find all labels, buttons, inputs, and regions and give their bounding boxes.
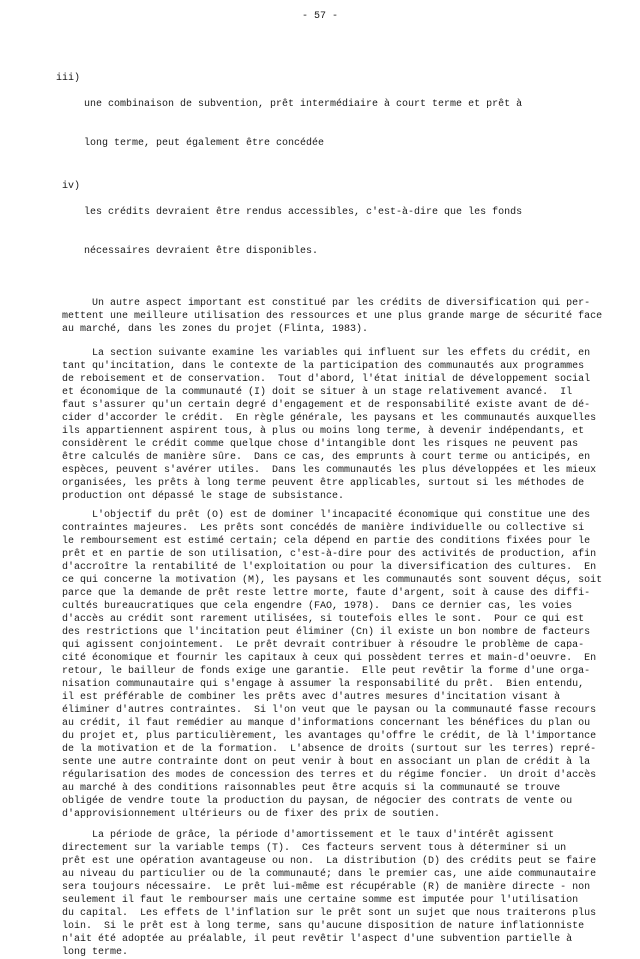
text-line: ce qui concerne la motivation (M), les paysans et les communautés sont souvent déçus, soit [62, 575, 603, 586]
text-line: cité économique et fournir les capitaux à ceux qui possèdent terres et main-d'oeuvre. En [62, 653, 597, 664]
text-line: mettent une meilleure utilisation des ressources et une plus grande marge de sécurité face [62, 311, 603, 322]
text-line: nécessaires devraient être disponibles. [84, 246, 319, 257]
list-item-text [84, 72, 522, 176]
text-line: Un autre aspect important est constitué par les crédits de diversification qui per- [92, 298, 591, 309]
text-line: une combinaison de subvention, prêt intermédiaire à court terme et prêt à [84, 99, 523, 110]
text-line: prêt est une opération avantageuse ou non. La distribution (D) des crédits peut se faire [62, 856, 597, 867]
text-line: de reboisement et de conservation. Tout d'abord, l'état initial de développement social [62, 374, 591, 385]
paragraph-diversification [62, 297, 640, 336]
paragraph-periode-grace [62, 829, 640, 959]
text-line: La période de grâce, la période d'amortissement et le taux d'intérêt agissent [92, 830, 555, 841]
text-line: tant qu'incitation, dans le contexte de la participation des communautés aux programmes [62, 361, 585, 372]
text-line: les crédits devraient être rendus accessibles, c'est-à-dire que les fonds [84, 207, 523, 218]
text-line: organisées, les prêts à long terme peuvent être applicables, surtout si les méthodes de [62, 478, 585, 489]
text-line: être calculés de manière sûre. Dans ce cas, des emprunts à court terme ou anticipés, en [62, 452, 591, 463]
text-line: n'ait été adoptée au préalable, il peut revêtir l'aspect d'une subvention partielle à [62, 934, 573, 945]
text-line: qui agissent conjointement. Le prêt devrait contribuer à résoudre le problème de capa- [62, 640, 585, 651]
text-line: du projet et, plus particulièrement, les avantages qu'offre le crédit, de là l'importance [62, 731, 597, 742]
text-line: d'accroître la rentabilité de l'exploitation ou pour la diversification des cultures. En [62, 562, 597, 573]
text-line: directement sur la variable temps (T). Ces facteurs servent tous à déterminer si un [62, 843, 567, 854]
paragraph-variables [62, 347, 640, 503]
text-line: du capital. Les effets de l'inflation sur le prêt sont un sujet que nous traiterons plus [62, 908, 597, 919]
text-line: long terme. [62, 947, 129, 958]
text-line: contraintes majeures. Les prêts sont concédés de manière individuelle ou collective si [62, 523, 585, 534]
text-line: L'objectif du prêt (O) est de dominer l'incapacité économique qui constitue une des [92, 510, 591, 521]
text-line: d'approvisionnement ultérieurs ou de fixer des prix de soutien. [62, 809, 441, 820]
text-line: seulement il faut le rembourser mais une certaine somme est imputée pour l'utilisation [62, 895, 579, 906]
text-line: sera toujours nécessaire. Le prêt lui-même est récupérable (R) de manière directe - non [62, 882, 591, 893]
text-line: cultés bureaucratiques que cela engendre (FAO, 1978). Dans ce dernier cas, les voies [62, 601, 573, 612]
text-line: La section suivante examine les variables qui influent sur les effets du crédit, en [92, 348, 591, 359]
text-line: faut s'assurer qu'un certain degré d'engagement et de responsabilité existe avant de dé- [62, 400, 591, 411]
text-line: de la motivation et de la formation. L'absence de droits (surtout sur les terres) repré- [62, 744, 597, 755]
list-item-iv [56, 180, 640, 284]
text-line: espèces, peuvent s'avérer utiles. Dans les communautés les plus développées et les mieux [62, 465, 597, 476]
text-line: ils appartiennent aspirent tous, à plus ou moins long terme, à devenir indépendants, et [62, 426, 585, 437]
text-line: considèrent le crédit comme quelque chose d'intangible dont les risques ne peuvent pas [62, 439, 579, 450]
text-line: d'accès au crédit sont rarement utilisées, si toutefois elles le sont. Pour ce qui est [62, 614, 585, 625]
list-item-label: iii) [56, 73, 81, 84]
text-line: nisation communautaire qui s'engage à assumer la responsabilité du prêt. Bien entendu, [62, 679, 585, 690]
text-line: sente une autre contrainte dont on peut venir à bout en associant un plan de crédit à la [62, 757, 591, 768]
text-line: au niveau du particulier ou de la communauté; dans le premier cas, une aide communautaire [62, 869, 597, 880]
text-line: des restrictions que l'incitation peut éliminer (Cn) il existe un bon nombre de facteurs [62, 627, 591, 638]
text-line: prêt et en partie de son utilisation, c'est-à-dire pour des activités de production, afin [62, 549, 597, 560]
text-line: loin. Si le prêt est à long terme, sans qu'aucune disposition de nature inflationniste [62, 921, 585, 932]
text-line: le remboursement est estimé certain; cela dépend en partie des conditions fixées pour le [62, 536, 591, 547]
text-line: il est préférable de combiner les prêts avec d'autres mesures d'incitation visant à [62, 692, 561, 703]
text-line: cider d'accorder le crédit. En règle générale, les paysans et les communautés auxquelles [62, 413, 597, 424]
text-line: et économique de la communauté (I) doit se situer à un stage relativement avancé. Il [62, 387, 573, 398]
paragraph-objectif [62, 509, 640, 821]
text-line: au marché à des conditions raisonnables peut être acquis si la communauté se trouve [62, 783, 561, 794]
text-line: au marché, dans les zones du projet (Flinta, 1983). [62, 324, 369, 335]
text-line: production ont dépassé le stage de subsistance. [62, 491, 345, 502]
list-item-iii [56, 72, 640, 176]
text-line: éliminer d'autres contraintes. Si l'on veut que le paysan ou la communauté fasse recours [62, 705, 597, 716]
text-line: parce que la demande de prêt reste lettre morte, faute d'argent, soit à cause des diffi- [62, 588, 591, 599]
text-line: au crédit, il faut remédier au manque d'informations concernant les bénéfices du plan ou [62, 718, 591, 729]
text-line: long terme, peut également être concédée [84, 138, 325, 149]
list-item-text [84, 180, 522, 284]
text-line: retour, le bailleur de fonds exige une garantie. Elle peut revêtir la forme d'une orga- [62, 666, 591, 677]
page-number: - 57 - [301, 11, 338, 22]
text-line: régularisation des modes de concession des terres et du régime foncier. Un droit d'accès [62, 770, 597, 781]
list-item-label: iv) [61, 181, 80, 192]
text-line: obligée de vendre toute la production du paysan, de négocier des contrats de vente ou [62, 796, 573, 807]
